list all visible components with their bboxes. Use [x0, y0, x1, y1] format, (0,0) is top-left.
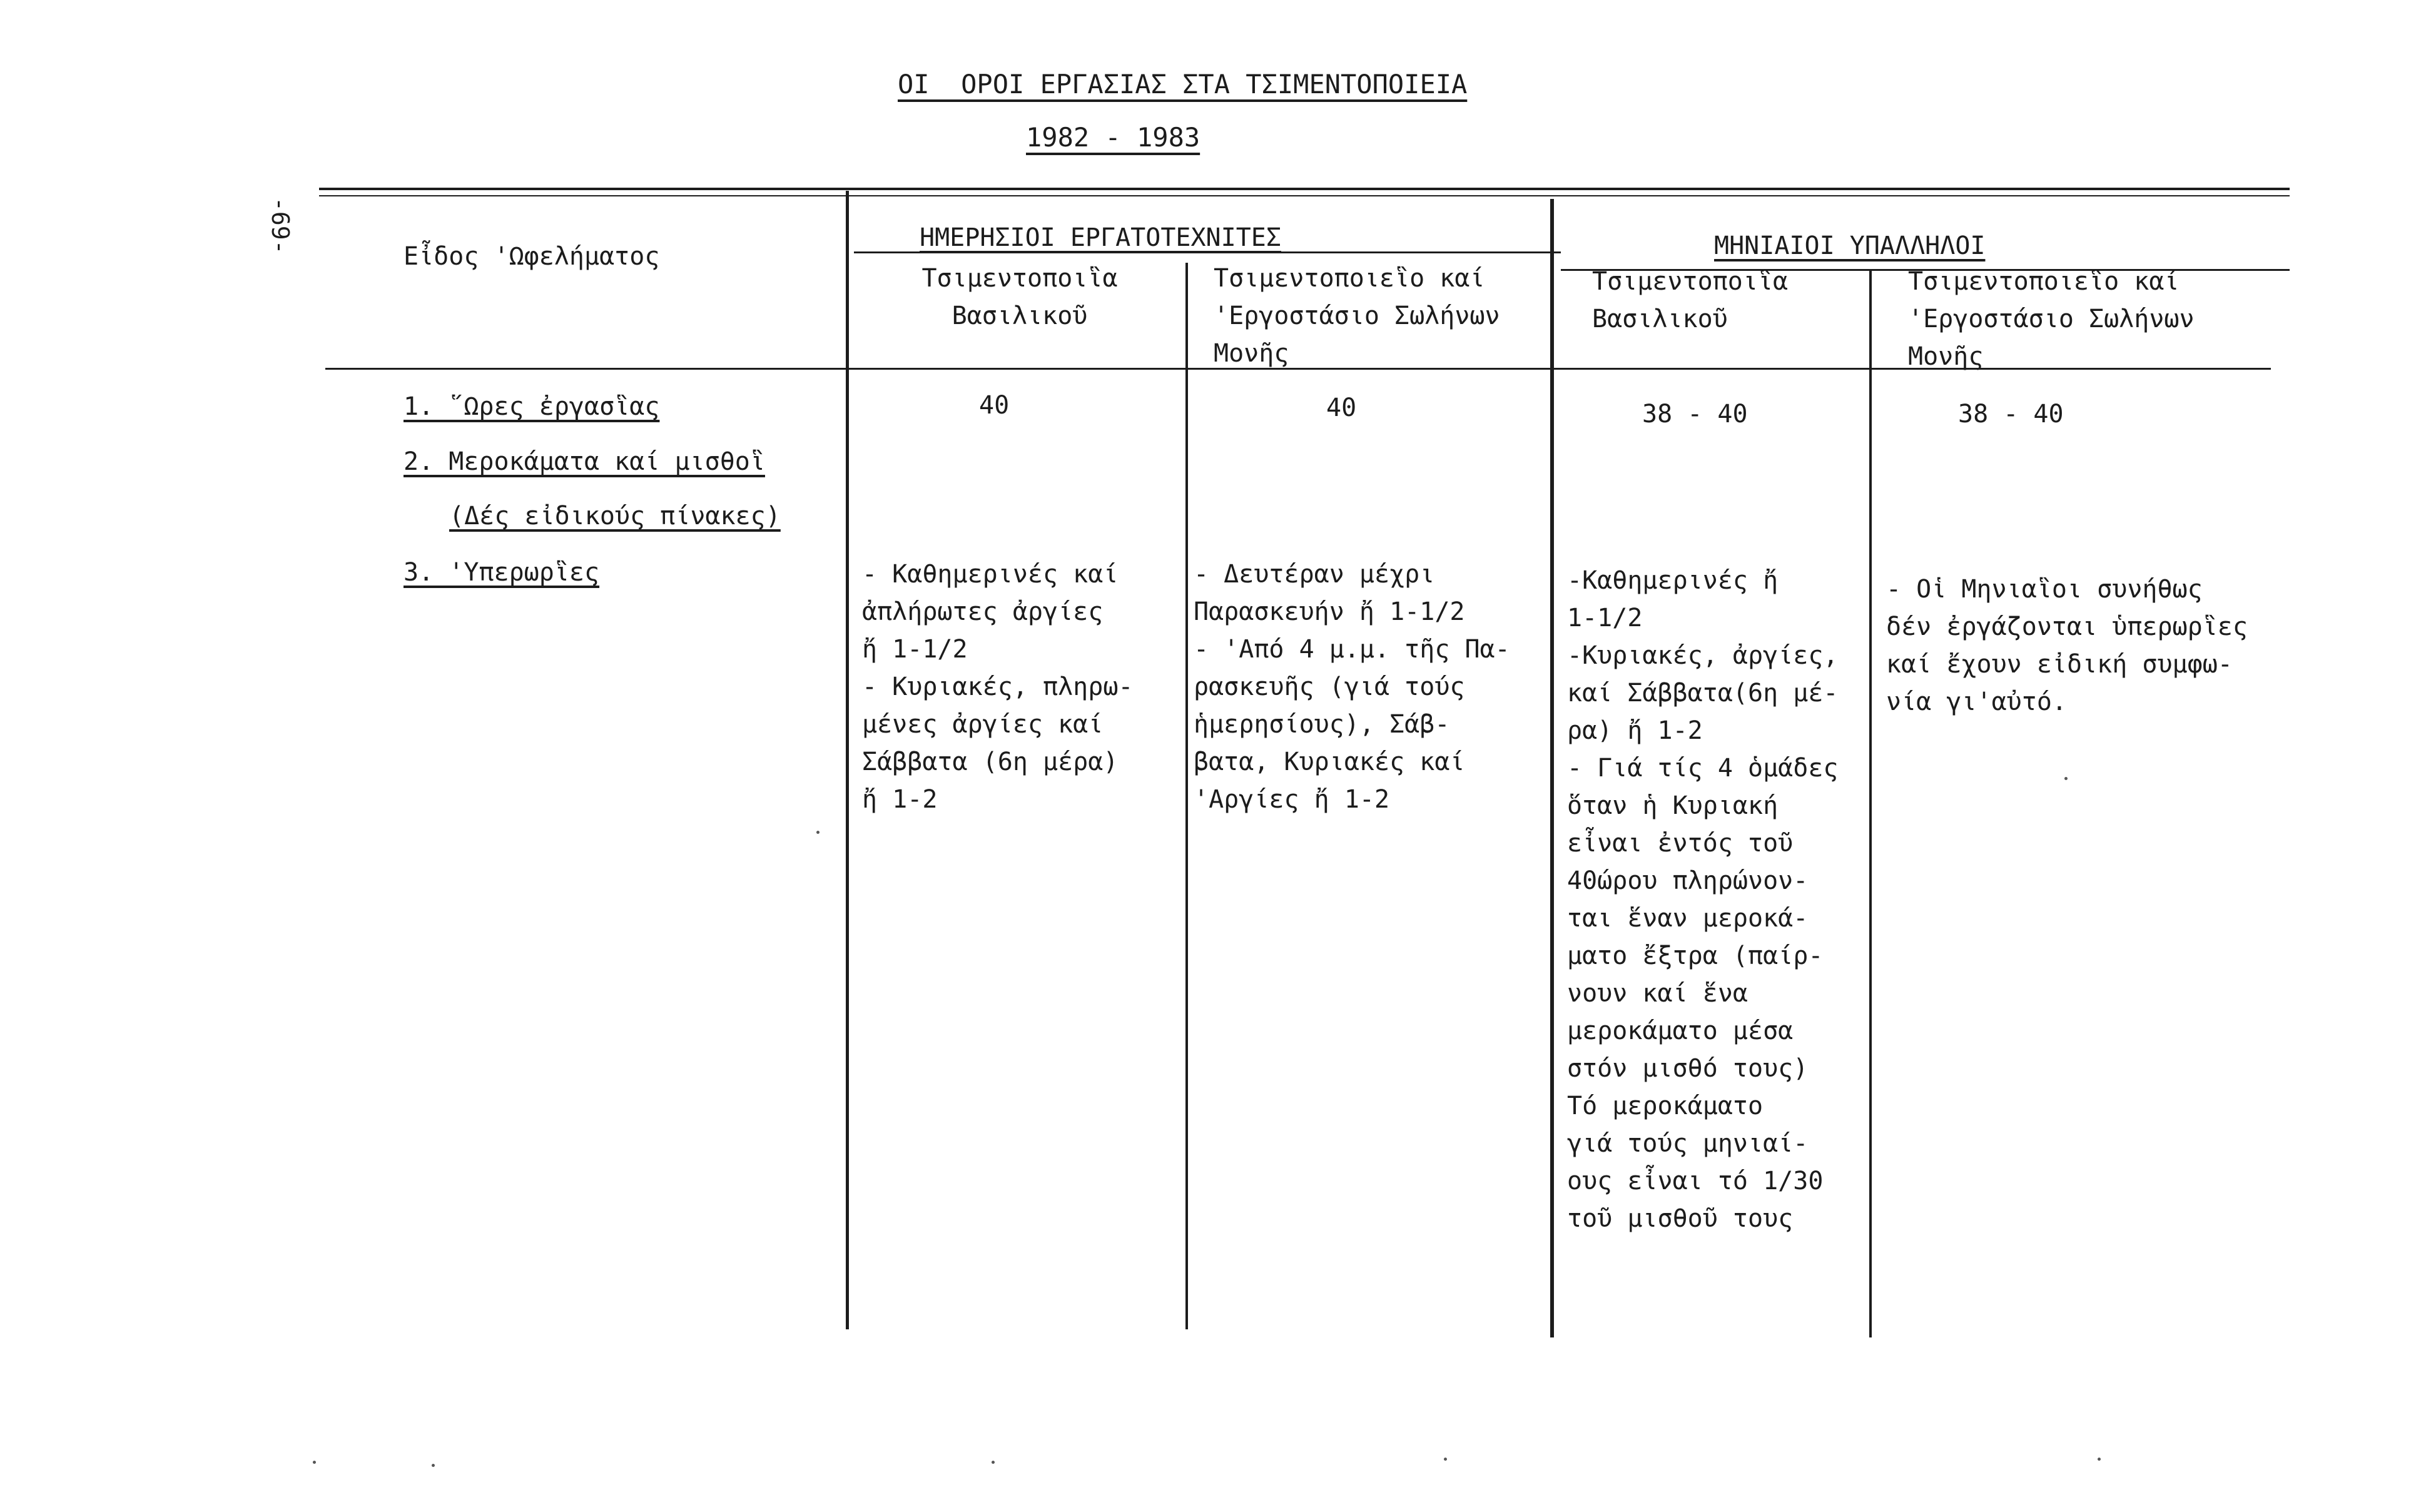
- column-header-2: Τσιμεντοποιεἳο καί 'Εργοστάσιο Σωλήνων Μονῆς: [1214, 264, 1500, 368]
- table-top-rule: [319, 188, 2290, 190]
- cell-hours-col2: 40: [1326, 393, 1357, 422]
- row-label-overtime: 3. 'Υπερωρἳες: [404, 558, 600, 587]
- row-header-label: Εἶδος 'Ωφελήματος: [404, 242, 660, 271]
- row-label-wages: 2. Μεροκάματα καί μισθοἳ: [404, 447, 765, 476]
- scan-speck: [2064, 777, 2068, 780]
- cell-hours-col1: 40: [979, 391, 1010, 420]
- document-years: 1982 - 1983: [1026, 122, 1200, 153]
- table-top-rule-2: [319, 195, 2290, 196]
- group-header-daily-workers: ΗΜΕΡΗΣΙΟΙ ΕΡΓΑΤΟΤΕΧΝΙΤΕΣ: [920, 223, 1281, 252]
- scan-speck: [992, 1461, 995, 1464]
- column-header-3: Τσιμεντοποιἳα Βασιλικοῦ: [1592, 267, 1789, 333]
- cell-hours-col3: 38 - 40: [1642, 400, 1748, 429]
- document-title: ΟΙ ΟΡΟΙ ΕΡΓΑΣΙΑΣ ΣΤΑ ΤΣΙΜΕΝΤΟΠΟΙΕΙΑ: [898, 69, 1468, 99]
- scan-speck: [2098, 1458, 2101, 1461]
- row-label-working-hours: 1. ῞Ωρες ἐργασἳας: [404, 392, 660, 421]
- column-header-1: Τσιμεντοποιἳα Βασιλικοῦ: [921, 264, 1118, 330]
- cell-overtime-col1: - Καθημερινές καί ἀπλήρωτες ἀργίες ἤ 1-1/2 - Κυριακές, πληρω- μένες ἀργίες καί Σάββατα (6η μέρα) ἤ 1-2: [862, 560, 1134, 814]
- column-header-4: Τσιμεντοποιεἳο καί 'Εργοστάσιο Σωλήνων Μονῆς: [1908, 267, 2195, 371]
- row-sublabel-wages: (Δές εἰδικούς πίνακες): [449, 502, 781, 530]
- column-divider-1: [846, 191, 849, 1329]
- cell-overtime-col2: - Δευτέραν μέχρι Παρασκευήν ἤ 1-1/2 - 'Από 4 μ.μ. τῆς Πα- ρασκευῆς (γιά τούς ἡμερησίους), Σάβ- βατα, Κυριακές καί 'Αργίες ἤ 1-2: [1194, 560, 1510, 814]
- scan-speck: [313, 1461, 316, 1464]
- scan-speck: [816, 831, 820, 834]
- cell-overtime-col4: - Οἱ Μηνιαἳοι συνήθως δέν ἐργάζονται ὑπερωρἳες καί ἔχουν εἰδική συμφω- νία γι'αὐτό.: [1886, 575, 2248, 716]
- cell-overtime-col3: -Καθημερινές ἤ 1-1/2 -Κυριακές, ἀργίες, καί Σάββατα(6η μέ- ρα) ἤ 1-2 - Γιά τίς 4 ὁμάδες ὅταν ἡ Κυριακή εἶναι ἐντός τοῦ 40ώρου πληρώνον- ται ἕναν μεροκά- ματο ἔξτρα (παίρ- νουν καί ἕνα μεροκάματο μέσα στόν μισθό τους) Τό μεροκάματο γιά τούς μηνιαί- ους εἶναι τό 1/30 τοῦ μισθοῦ τους: [1567, 566, 1839, 1233]
- scan-speck: [432, 1464, 435, 1467]
- page-number: -69-: [266, 197, 294, 255]
- scan-speck: [1444, 1458, 1447, 1461]
- column-divider-2: [1185, 263, 1188, 1329]
- cell-hours-col4: 38 - 40: [1958, 400, 2064, 429]
- column-divider-4: [1869, 270, 1872, 1337]
- group-header-monthly-employees: ΜΗΝΙΑΙΟΙ ΥΠΑΛΛΗΛΟΙ: [1714, 231, 1986, 260]
